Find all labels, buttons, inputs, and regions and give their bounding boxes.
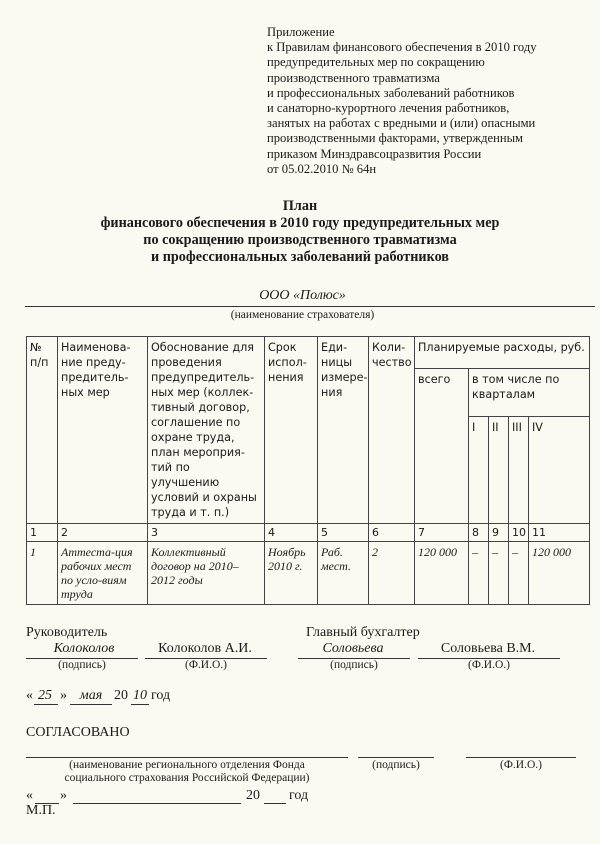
approval-org-caption-1: (наименование регионального отделения Фонда	[69, 759, 305, 771]
header-q4: IV	[529, 417, 590, 524]
date-open-quote: «	[26, 688, 33, 703]
appendix-line: занятых на работах с вредными и (или) опасными	[267, 116, 536, 131]
header-total: всего	[415, 369, 469, 524]
chief-accountant-name: Соловьева В.М.	[440, 641, 536, 656]
insurer-name: ООО «Полюс»	[259, 288, 346, 303]
approval-date-close: »	[60, 788, 67, 803]
date-year-suffix: 10	[133, 688, 147, 703]
title-line: и профессиональных заболеваний работников	[151, 249, 449, 265]
header-unit: Еди-ницы измере-ния	[318, 337, 369, 524]
row-q1: –	[469, 542, 489, 605]
appendix-line: производственного травматизма	[267, 70, 440, 85]
appendix-line: от 05.02.2010 № 64н	[267, 161, 377, 176]
appendix-line: Приложение	[267, 25, 335, 39]
date-year-word: год	[151, 688, 171, 703]
header-term: Срок испол-нения	[265, 337, 318, 524]
row-term: Ноябрь 2010 г.	[265, 542, 318, 605]
title-line: План	[282, 198, 318, 214]
head-label: Руководитель	[26, 625, 108, 640]
row-unit: Раб. мест.	[318, 542, 369, 605]
header-planned: Планируемые расходы, руб.	[415, 337, 590, 369]
row-qty: 2	[369, 542, 415, 605]
header-measures: Наименова-ние преду-предитель-ных мер	[58, 337, 148, 524]
approval-date-open: «	[26, 788, 33, 803]
row-q2: –	[489, 542, 509, 605]
header-q2: II	[489, 417, 509, 524]
insurer-caption: (наименование страхователя)	[230, 309, 375, 321]
header-quarters: в том числе по кварталам	[469, 369, 590, 417]
date-month-line	[70, 704, 112, 705]
approval-year-line	[264, 803, 286, 804]
column-number: 7	[415, 524, 469, 542]
appendix-note	[267, 25, 587, 177]
approval-sign-caption: (подпись)	[372, 759, 420, 771]
approval-fio-caption: (Ф.И.О.)	[500, 759, 542, 771]
plan-table	[26, 336, 590, 605]
head-name: Колоколов А.И.	[158, 641, 252, 656]
column-number: 5	[318, 524, 369, 542]
column-number: 8	[469, 524, 489, 542]
header-q3: III	[509, 417, 529, 524]
row-basis: Коллективный договор на 2010–2012 годы	[148, 542, 265, 605]
approval-year-prefix: 20	[246, 788, 260, 803]
column-number: 6	[369, 524, 415, 542]
approval-sign-line	[358, 757, 434, 758]
header-num: № п/п	[27, 337, 58, 524]
appendix-line: предупредительных мер по сокращению	[267, 55, 485, 70]
table-row	[27, 542, 590, 605]
document-title	[0, 198, 600, 266]
approval-year-word: год	[289, 788, 309, 803]
column-number: 1	[27, 524, 58, 542]
appendix-line: и санаторно-курортного лечения работников,	[267, 101, 510, 116]
approval-label: СОГЛАСОВАНО	[26, 725, 130, 740]
column-number: 2	[58, 524, 148, 542]
date-day: 25	[38, 688, 52, 703]
row-total: 120 000	[415, 542, 469, 605]
date-year-prefix: 20	[114, 688, 128, 703]
approval-fio-line	[466, 757, 576, 758]
title-line: по сокращению производственного травматизма	[143, 232, 457, 248]
chief-accountant-label: Главный бухгалтер	[306, 625, 420, 640]
insurer-underline	[25, 306, 595, 307]
column-number: 4	[265, 524, 318, 542]
column-number: 11	[529, 524, 590, 542]
date-month: мая	[79, 688, 103, 703]
approval-org-caption-2: социального страхования Российской Федерации)	[64, 772, 310, 784]
approval-org-line	[26, 757, 348, 758]
appendix-line: к Правилам финансового обеспечения в 2010 году	[267, 40, 537, 55]
date-day-line	[34, 704, 58, 705]
approval-stamp: М.П.	[26, 803, 56, 818]
title-line: финансового обеспечения в 2010 году предупредительных мер	[100, 215, 500, 231]
chief-accountant-signature: Соловьева	[322, 641, 384, 656]
appendix-line: и профессиональных заболеваний работников	[267, 85, 515, 100]
column-number: 3	[148, 524, 265, 542]
column-number-row	[27, 524, 590, 542]
row-measure: Аттеста-ция рабочих мест по усло-виям труда	[58, 542, 148, 605]
column-number: 9	[489, 524, 509, 542]
chief-accountant-signature-caption: (подпись)	[330, 659, 378, 671]
header-basis: Обоснование для проведения предупредитель-ных мер (коллек-тивный договор, соглашение по охране труда, план мероприя-тий по улучшению условий и охраны труда и т. п.)	[148, 337, 265, 524]
head-name-caption: (Ф.И.О.)	[185, 659, 227, 671]
header-q1: I	[469, 417, 489, 524]
column-number: 10	[509, 524, 529, 542]
header-qty: Коли-чество	[369, 337, 415, 524]
chief-accountant-name-caption: (Ф.И.О.)	[468, 659, 510, 671]
row-q4: 120 000	[529, 542, 590, 605]
row-num: 1	[27, 542, 58, 605]
date-close-quote: »	[60, 688, 67, 703]
appendix-line: производственными факторами, утвержденным	[267, 131, 524, 146]
row-q3: –	[509, 542, 529, 605]
date-year-line	[131, 704, 149, 705]
approval-month-line	[73, 803, 241, 804]
head-signature-caption: (подпись)	[58, 659, 106, 671]
head-signature: Колоколов	[53, 641, 115, 656]
header-row	[27, 337, 590, 369]
appendix-line: приказом Минздравсоцразвития России	[267, 146, 482, 161]
